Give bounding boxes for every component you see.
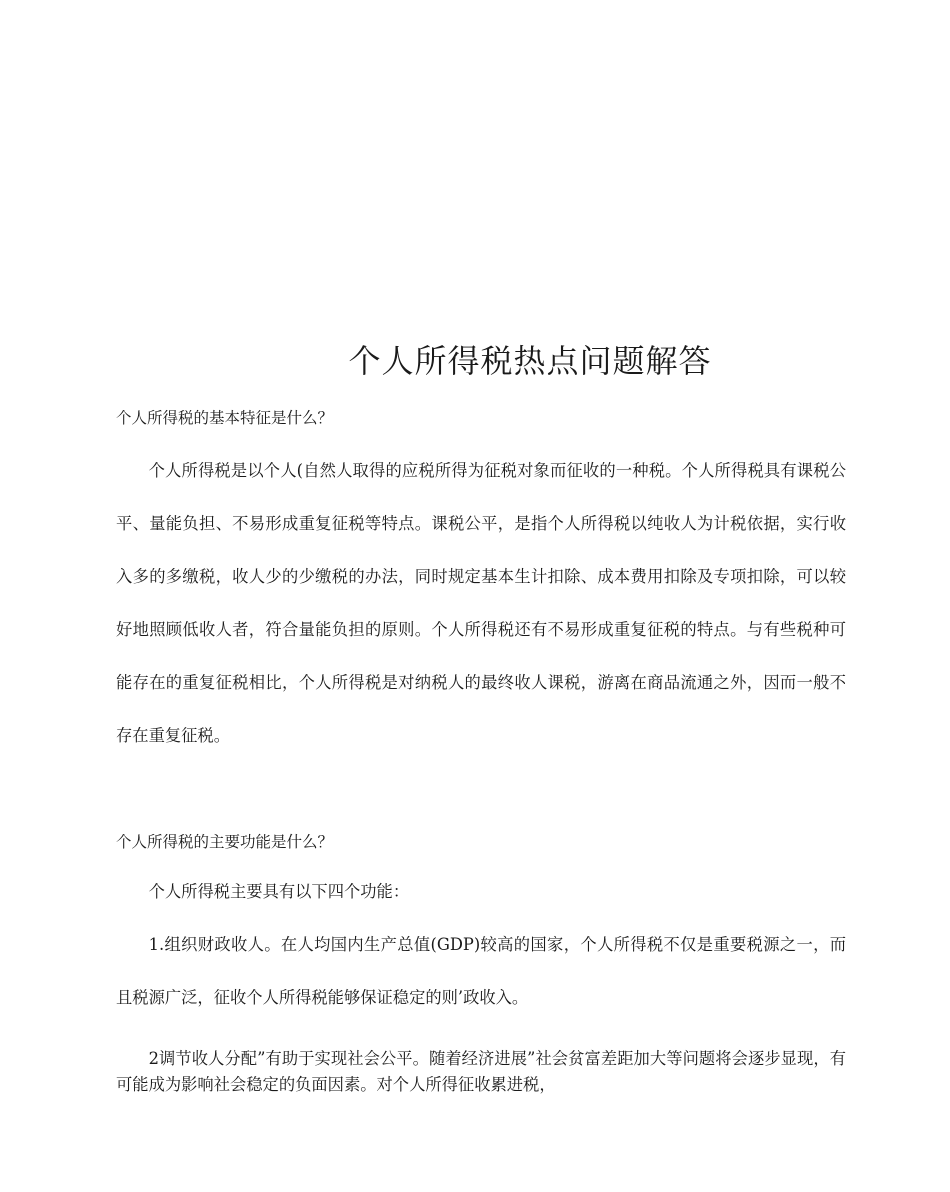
section-paragraph-functions-intro: 个人所得税主要具有以下四个功能： <box>148 882 410 901</box>
section-question-basic-features: 个人所得税的基本特征是什么？ <box>116 409 334 427</box>
section-paragraph-function-2: 2调节收人分配”有助于实现社会公平。随着经济进展”社会贫富差距加大等问题将会逐步显现，有可能成为影响社会稳定的负面因素。对个人所得征收累进税， <box>116 1049 846 1094</box>
section-paragraph-basic-features: 个人所得税是以个人(自然人取得的应税所得为征税对象而征收的一种税。个人所得税具有课税公平、量能负担、不易形成重复征税等特点。课税公平，是指个人所得税以纯收人为计税依据，实行收入多的多缴税，收人少的少缴税的办法，同时规定基本生计扣除、成本费用扣除及专项扣除，可以较好地照顾低收人者，符合量能负担的原则。个人所得税还有不易形成重复征税的特点。与有些税种可能存在的重复征税相比，个人所得税是对纳税人的最终收人课税，游离在商品流通之外，因而一般不存在重复征税。 <box>116 461 846 745</box>
section-paragraph-function-1: 1.组织财政收人。在人均国内生产总值(GDP)较高的国家，个人所得税不仅是重要税源之一，而且税源广泛，征收个人所得税能够保证稳定的则’政收入。 <box>116 935 846 1007</box>
section-question-main-functions: 个人所得税的主要功能是什么？ <box>116 833 334 851</box>
document-title: 个人所得税热点问题解答 <box>348 342 712 380</box>
